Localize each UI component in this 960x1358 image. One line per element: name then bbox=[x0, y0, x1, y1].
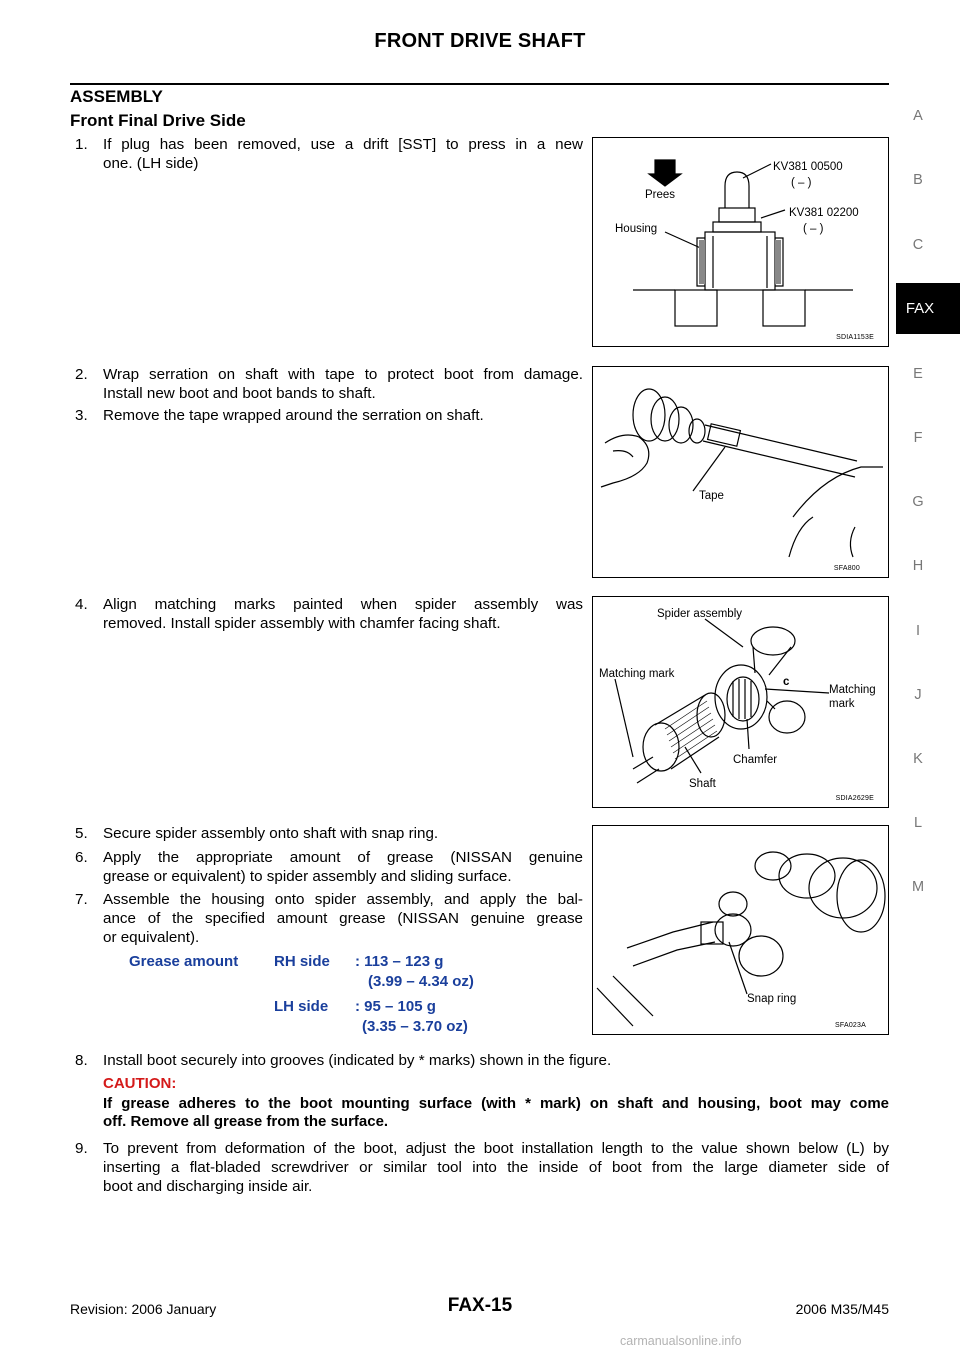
step-number: 4. bbox=[75, 596, 88, 613]
figure-code: SDIA2629E bbox=[835, 795, 874, 802]
figure-sst-press bbox=[592, 137, 889, 347]
step-number: 9. bbox=[75, 1140, 88, 1157]
step-text-line: If plug has been removed, use a drift [SST] to press in a new bbox=[103, 136, 583, 153]
shaft-label: Shaft bbox=[689, 778, 716, 790]
step-text-line: grease or equivalent) to spider assembly and sliding surface. bbox=[103, 868, 512, 885]
step-text-line: Wrap serration on shaft with tape to protect boot from damage. bbox=[103, 366, 583, 383]
side-tab-m[interactable]: M bbox=[911, 879, 925, 895]
snap-ring-label: Snap ring bbox=[747, 993, 797, 1005]
caution-label: CAUTION: bbox=[103, 1075, 177, 1092]
side-tab-g[interactable]: G bbox=[912, 494, 924, 510]
side-tab-c[interactable]: C bbox=[912, 237, 924, 253]
step-number: 2. bbox=[75, 366, 88, 383]
step-number: 1. bbox=[75, 136, 88, 153]
tool-1-sub-label: ( – ) bbox=[791, 177, 812, 189]
step-9 bbox=[75, 1140, 889, 1200]
step-text-line: inserting a flat-bladed screwdriver or similar tool into the inside of boot from the large diameter side of bbox=[103, 1159, 889, 1176]
figure-snap-ring bbox=[592, 825, 889, 1035]
step-text-line: To prevent from deformation of the boot, adjust the boot installation length to the value shown below (L) by bbox=[103, 1140, 889, 1157]
step-8 bbox=[75, 1052, 889, 1072]
step-text-line: or equivalent). bbox=[103, 929, 200, 946]
tool-1-label: KV381 00500 bbox=[773, 161, 843, 173]
header-rule bbox=[70, 83, 889, 85]
step-text-line: Install new boot and boot bands to shaft. bbox=[103, 385, 376, 402]
grease-rh-value: : 113 – 123 g bbox=[355, 953, 444, 970]
grease-lh-label: LH side bbox=[274, 998, 329, 1015]
step-1 bbox=[75, 136, 583, 176]
step-3 bbox=[75, 407, 583, 427]
grease-lh-value: : 95 – 105 g bbox=[355, 998, 436, 1015]
caution-line: If grease adheres to the boot mounting surface (with * mark) on shaft and housing, boot may come bbox=[103, 1095, 889, 1112]
grease-rh-value-oz: (3.99 – 4.34 oz) bbox=[368, 973, 474, 990]
spider-assembly-label: Spider assembly bbox=[657, 608, 743, 620]
step-number: 8. bbox=[75, 1052, 88, 1069]
figure-code: SFA800 bbox=[833, 565, 860, 572]
step-text-line: removed. Install spider assembly with chamfer facing shaft. bbox=[103, 615, 501, 632]
step-4 bbox=[75, 596, 583, 636]
step-6 bbox=[75, 849, 583, 889]
watermark: carmanualsonline.info bbox=[620, 1334, 742, 1348]
matching-mark-right-label: Matching bbox=[829, 684, 876, 696]
step-text-line: Align matching marks painted when spider assembly was bbox=[103, 596, 583, 613]
matching-mark-left-label: Matching mark bbox=[599, 668, 675, 680]
press-diagram bbox=[593, 138, 887, 345]
c-mark-label: c bbox=[783, 676, 790, 688]
side-tab-e[interactable]: E bbox=[913, 366, 923, 382]
step-text-line: ance of the specified amount grease (NISSAN genuine grease bbox=[103, 910, 583, 927]
step-text-line: one. (LH side) bbox=[103, 155, 199, 172]
section-heading: ASSEMBLY bbox=[70, 87, 163, 106]
sub-heading: Front Final Drive Side bbox=[70, 111, 246, 130]
tape-label: Tape bbox=[699, 490, 724, 502]
press-arrow-icon bbox=[649, 160, 681, 186]
step-7 bbox=[75, 891, 583, 951]
page-title: FRONT DRIVE SHAFT bbox=[374, 30, 586, 52]
spider-diagram bbox=[593, 597, 887, 806]
side-tab-a[interactable]: A bbox=[913, 108, 923, 124]
step-number: 5. bbox=[75, 825, 88, 842]
figure-code: SDIA1153E bbox=[836, 334, 874, 341]
caution-line: off. Remove all grease from the surface. bbox=[103, 1113, 389, 1130]
side-tab-h[interactable]: H bbox=[912, 558, 924, 574]
grease-lh-value-oz: (3.35 – 3.70 oz) bbox=[362, 1018, 468, 1035]
step-text-line: boot and discharging inside air. bbox=[103, 1178, 313, 1195]
tool-2-sub-label: ( – ) bbox=[803, 223, 824, 235]
step-5 bbox=[75, 825, 583, 845]
caution-text bbox=[103, 1095, 889, 1131]
footer-page-number: FAX-15 bbox=[447, 1295, 513, 1316]
side-tab-l[interactable]: L bbox=[913, 815, 923, 831]
step-number: 6. bbox=[75, 849, 88, 866]
matching-mark-right-label-2: mark bbox=[829, 698, 855, 710]
step-2 bbox=[75, 366, 583, 406]
step-text-line: Secure spider assembly onto shaft with snap ring. bbox=[103, 825, 439, 842]
step-text-line: Install boot securely into grooves (indicated by * marks) shown in the figure. bbox=[103, 1052, 612, 1069]
grease-amount-label: Grease amount bbox=[129, 953, 239, 970]
figure-code: SFA023A bbox=[835, 1022, 866, 1029]
side-tab-fax[interactable]: FAX bbox=[905, 300, 935, 317]
grease-rh-label: RH side bbox=[274, 953, 330, 970]
side-tab-j[interactable]: J bbox=[914, 687, 922, 703]
footer-revision: Revision: 2006 January bbox=[70, 1301, 217, 1317]
snap-ring-diagram bbox=[593, 826, 887, 1033]
side-tab-f[interactable]: F bbox=[913, 430, 923, 446]
step-number: 7. bbox=[75, 891, 88, 908]
housing-label: Housing bbox=[615, 223, 658, 235]
side-tab-i[interactable]: I bbox=[915, 623, 921, 639]
side-tab-b[interactable]: B bbox=[913, 172, 923, 188]
figure-tape-serration bbox=[592, 366, 889, 578]
step-number: 3. bbox=[75, 407, 88, 424]
tape-diagram bbox=[593, 367, 887, 576]
footer-model: 2006 M35/M45 bbox=[795, 1301, 889, 1317]
tool-2-label: KV381 02200 bbox=[789, 207, 859, 219]
side-tab-k[interactable]: K bbox=[913, 751, 923, 767]
figure-spider-assembly bbox=[592, 596, 889, 808]
chamfer-label: Chamfer bbox=[733, 754, 778, 766]
press-label: Prees bbox=[645, 189, 676, 201]
step-text-line: Apply the appropriate amount of grease (NISSAN genuine bbox=[103, 849, 583, 866]
step-text-line: Assemble the housing onto spider assembly, and apply the bal- bbox=[103, 891, 583, 908]
step-text-line: Remove the tape wrapped around the serration on shaft. bbox=[103, 407, 484, 424]
